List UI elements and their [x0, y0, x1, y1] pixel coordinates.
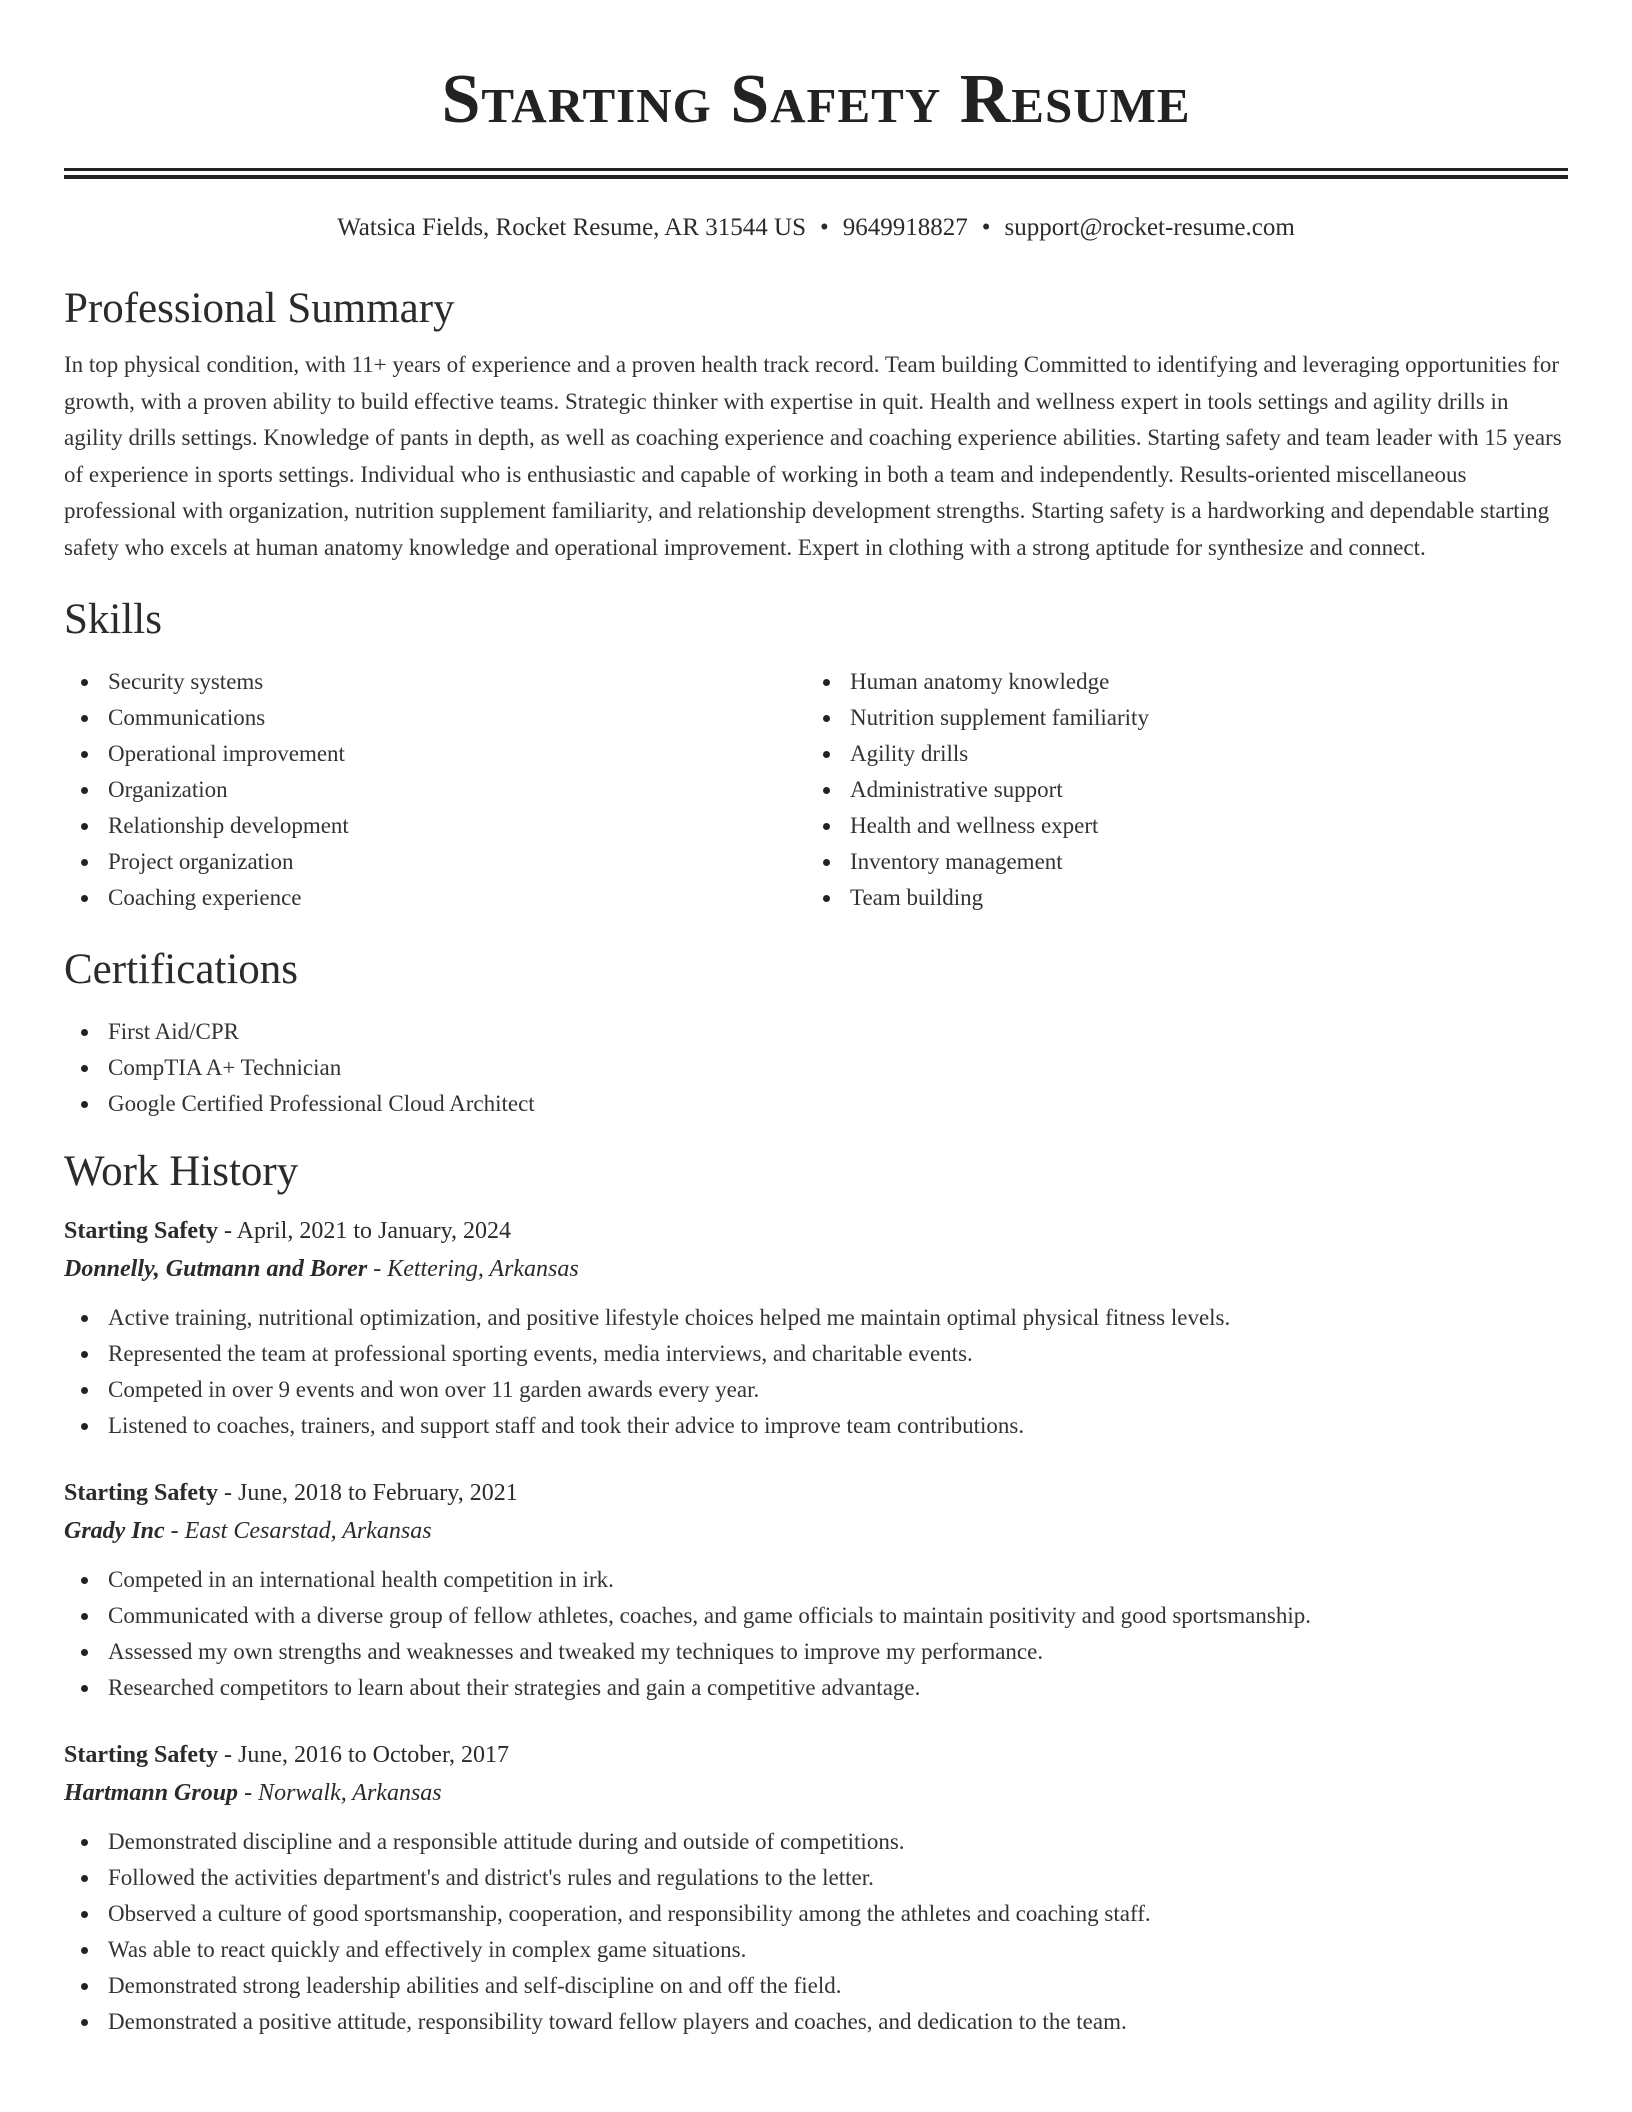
skill-item: Nutrition supplement familiarity: [806, 700, 1548, 736]
job-bullet: Represented the team at professional sporting events, media interviews, and charitable events.: [64, 1336, 1568, 1372]
job-employer: [64, 1250, 1568, 1288]
job-dates: - June, 2016 to October, 2017: [217, 1742, 509, 1768]
job-dates: - April, 2021 to January, 2024: [217, 1218, 512, 1244]
job-entry: [64, 1212, 1568, 1444]
certification-item: Google Certified Professional Cloud Architect: [64, 1086, 1568, 1122]
contact-line: [64, 213, 1568, 243]
job-employer: [64, 1774, 1568, 1812]
certification-item: CompTIA A+ Technician: [64, 1050, 1568, 1086]
skill-item: Health and wellness expert: [806, 808, 1548, 844]
skill-item: Team building: [806, 880, 1548, 916]
job-role: Starting Safety: [64, 1742, 218, 1768]
skill-item: Project organization: [64, 844, 806, 880]
job-bullet: Demonstrated strong leadership abilities and self-discipline on and off the field.: [64, 1968, 1568, 2004]
job-header: [64, 1212, 1568, 1250]
job-bullets: [64, 1824, 1568, 2040]
job-bullet: Assessed my own strengths and weaknesses and tweaked my techniques to improve my performance.: [64, 1634, 1568, 1670]
job-bullet: Demonstrated discipline and a responsible attitude during and outside of competitions.: [64, 1824, 1568, 1860]
job-company: Grady Inc: [64, 1518, 165, 1544]
skill-item: Administrative support: [806, 772, 1548, 808]
job-bullet: Listened to coaches, trainers, and support staff and took their advice to improve team contributions.: [64, 1408, 1568, 1444]
job-role: Starting Safety: [64, 1218, 218, 1244]
skill-item: Inventory management: [806, 844, 1548, 880]
job-bullet: Observed a culture of good sportsmanship, cooperation, and responsibility among the athletes and coaching staff.: [64, 1896, 1568, 1932]
skills-column-left: [64, 664, 806, 916]
work-history-heading: Work History: [64, 1148, 299, 1195]
skill-item: Agility drills: [806, 736, 1548, 772]
job-bullet: Competed in over 9 events and won over 11 garden awards every year.: [64, 1372, 1568, 1408]
skill-item: Coaching experience: [64, 880, 806, 916]
resume-title: Starting Safety Resume: [441, 61, 1191, 138]
job-location: - Kettering, Arkansas: [367, 1256, 579, 1282]
skill-item: Security systems: [64, 664, 806, 700]
certifications-heading: Certifications: [64, 946, 299, 993]
job-bullet: Researched competitors to learn about their strategies and gain a competitive advantage.: [64, 1670, 1568, 1706]
job-entry: [64, 1474, 1568, 1706]
job-entry: [64, 1736, 1568, 2040]
contact-separator: •: [819, 214, 829, 241]
job-company: Donnelly, Gutmann and Borer: [64, 1256, 368, 1282]
skill-item: Operational improvement: [64, 736, 806, 772]
skill-item: Communications: [64, 700, 806, 736]
job-bullet: Communicated with a diverse group of fellow athletes, coaches, and game officials to maintain positivity and good sportsmanship.: [64, 1598, 1568, 1634]
title-divider: [64, 168, 1568, 179]
summary-text: In top physical condition, with 11+ years of experience and a proven health track record. Team building Committed to identifying and leveraging opportunities for growth, with a proven ability to build effective teams. Strategic thinker with expertise in quit. Health and wellness expert in tools settings and agility drills in agility drills settings. Knowledge of pants in depth, as well as coaching experience and coaching experience abilities. Starting safety and team leader with 15 years of experience in sports settings. Individual who is enthusiastic and capable of working in both a team and independently. Results-oriented miscellaneous professional with organization, nutrition supplement familiarity, and relationship development strengths. Starting safety is a hardworking and dependable starting safety who excels at human anatomy knowledge and operational improvement. Expert in clothing with a strong aptitude for synthesize and connect.: [64, 352, 1562, 560]
job-bullet: Followed the activities department's and district's rules and regulations to the letter.: [64, 1860, 1568, 1896]
skill-item: Relationship development: [64, 808, 806, 844]
job-role: Starting Safety: [64, 1480, 218, 1506]
job-bullets: [64, 1562, 1568, 1706]
job-company: Hartmann Group: [64, 1780, 239, 1806]
job-location: - Norwalk, Arkansas: [238, 1780, 442, 1806]
job-employer: [64, 1512, 1568, 1550]
job-bullet: Was able to react quickly and effectively in complex game situations.: [64, 1932, 1568, 1968]
skills-heading: Skills: [64, 596, 162, 643]
contact-address: Watsica Fields, Rocket Resume, AR 31544 US: [337, 214, 806, 241]
job-bullet: Competed in an international health competition in irk.: [64, 1562, 1568, 1598]
job-bullet: Demonstrated a positive attitude, responsibility toward fellow players and coaches, and dedication to the team.: [64, 2004, 1568, 2040]
contact-email[interactable]: support@rocket-resume.com: [1004, 214, 1295, 241]
skill-item: Organization: [64, 772, 806, 808]
skills-column-right: [806, 664, 1548, 916]
contact-separator: •: [981, 214, 991, 241]
skill-item: Human anatomy knowledge: [806, 664, 1548, 700]
job-bullet: Active training, nutritional optimization, and positive lifestyle choices helped me maintain optimal physical fitness levels.: [64, 1300, 1568, 1336]
job-header: [64, 1474, 1568, 1512]
job-dates: - June, 2018 to February, 2021: [217, 1480, 518, 1506]
job-bullets: [64, 1300, 1568, 1444]
certification-item: First Aid/CPR: [64, 1014, 1568, 1050]
certifications-list: [64, 1014, 1568, 1122]
skills-list: [64, 664, 1568, 916]
summary-heading: Professional Summary: [64, 285, 455, 332]
contact-phone: 9649918827: [842, 214, 968, 241]
job-location: - East Cesarstad, Arkansas: [164, 1518, 432, 1544]
job-header: [64, 1736, 1568, 1774]
